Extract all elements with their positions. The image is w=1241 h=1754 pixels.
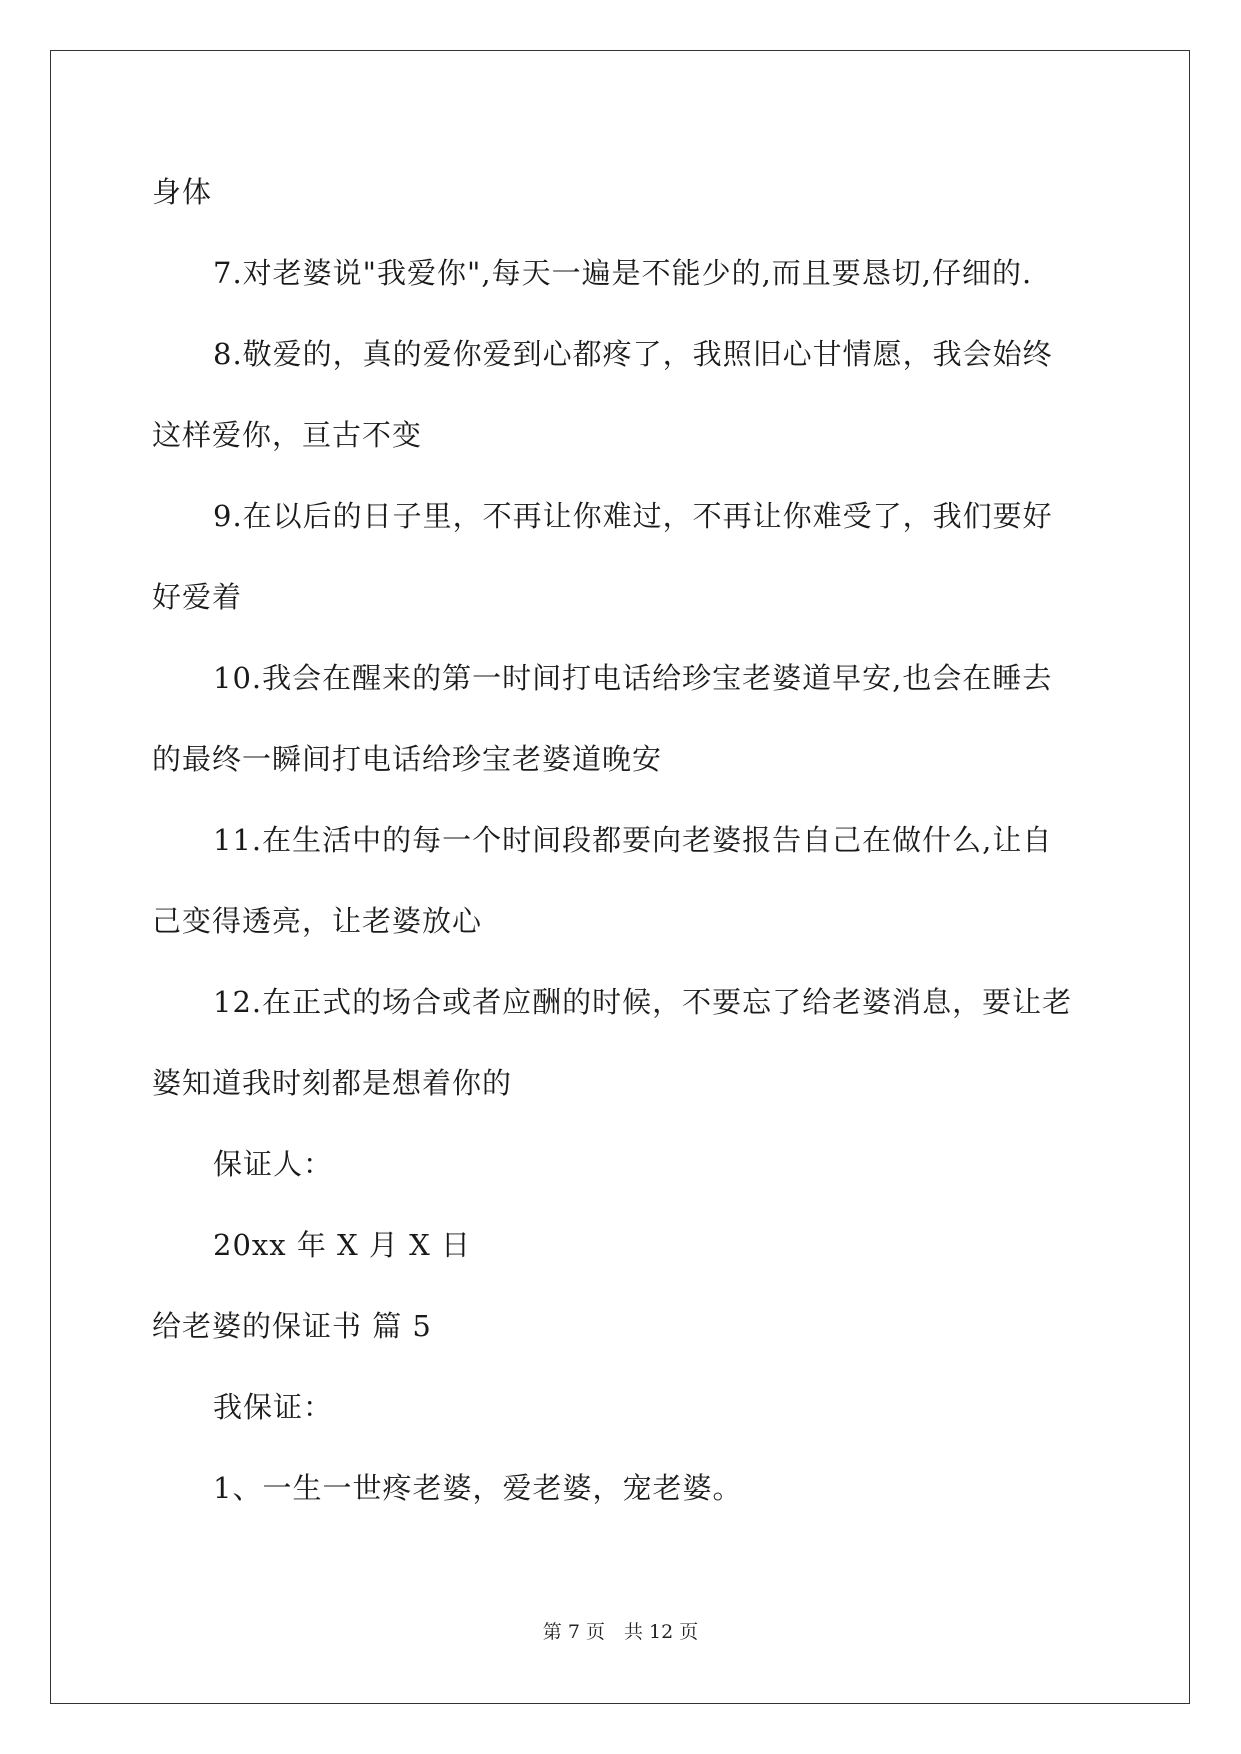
page-border — [50, 50, 1190, 1704]
text-line: 好爱着 — [152, 580, 243, 614]
signer-label: 保证人： — [213, 1147, 334, 1181]
text-line: 12.在正式的场合或者应酬的时候，不要忘了给老婆消息，要让老 — [213, 985, 1073, 1019]
text-line: 这样爱你，亘古不变 — [152, 418, 423, 452]
text-line: 身体 — [152, 175, 213, 209]
text-line: 11.在生活中的每一个时间段都要向老婆报告自己在做什么,让自 — [213, 823, 1053, 857]
text-line: 1、一生一世疼老婆，爱老婆，宠老婆。 — [213, 1471, 743, 1505]
text-line: 的最终一瞬间打电话给珍宝老婆道晚安 — [152, 742, 663, 776]
page-number: 第 7 页 共 12 页 — [542, 1621, 699, 1643]
text-line: 己变得透亮，让老婆放心 — [152, 904, 483, 938]
section-title: 给老婆的保证书 篇 5 — [152, 1309, 432, 1343]
text-line: 7.对老婆说"我爱你",每天一遍是不能少的,而且要恳切,仔细的. — [213, 256, 1033, 290]
text-line: 9.在以后的日子里，不再让你难过，不再让你难受了，我们要好 — [213, 499, 1053, 533]
text-line: 10.我会在醒来的第一时间打电话给珍宝老婆道早安,也会在睡去 — [213, 661, 1053, 695]
text-line: 8.敬爱的，真的爱你爱到心都疼了，我照旧心甘情愿，我会始终 — [213, 337, 1053, 371]
text-line: 我保证： — [213, 1390, 334, 1424]
date-line: 20xx 年 X 月 X 日 — [213, 1228, 471, 1262]
text-line: 婆知道我时刻都是想着你的 — [152, 1066, 513, 1100]
